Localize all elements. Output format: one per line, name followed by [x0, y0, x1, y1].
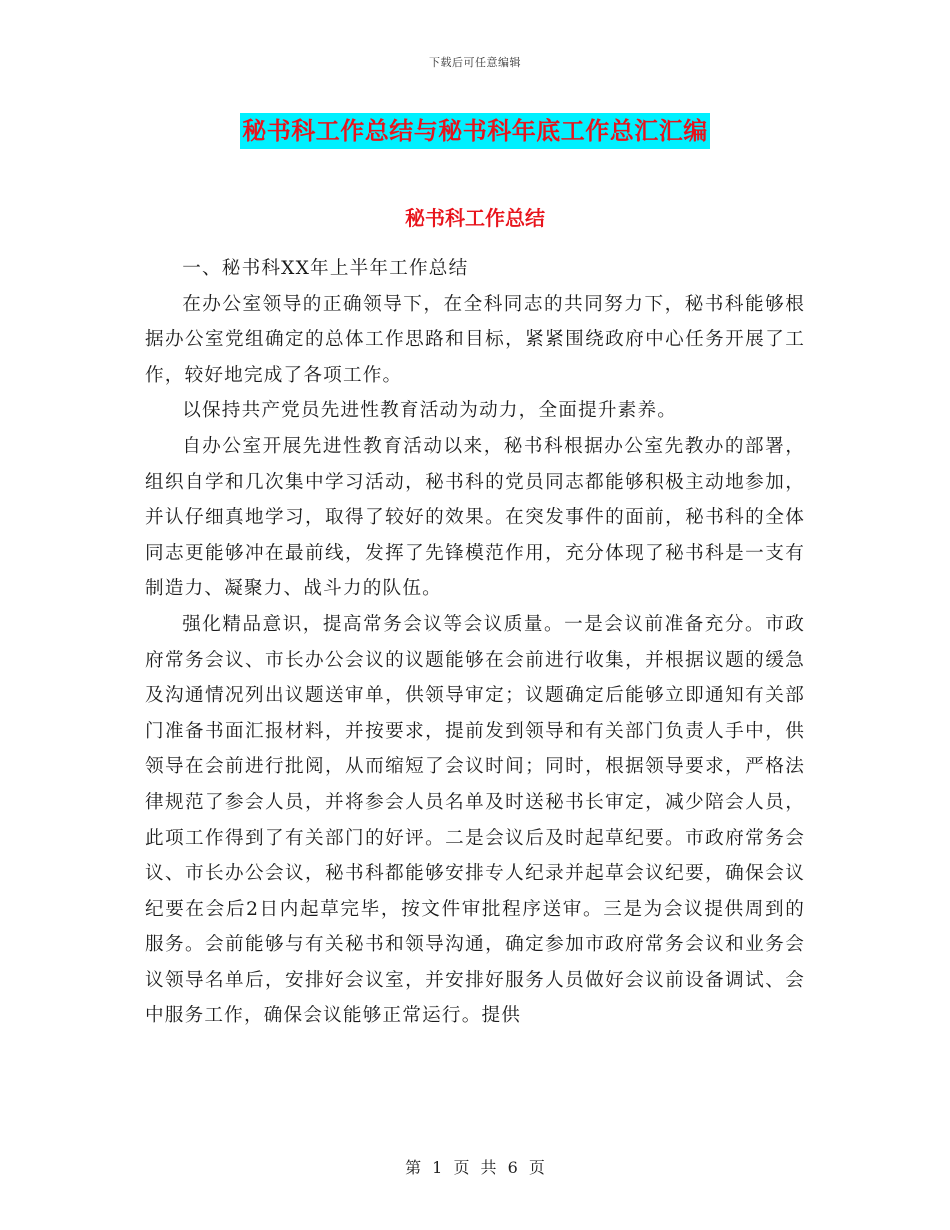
header-note: 下载后可任意编辑: [429, 56, 521, 69]
section-title: 秘书科工作总结: [405, 206, 545, 230]
paragraph: 在办公室领导的正确领导下，在全科同志的共同努力下，秘书科能够根据办公室党组确定的总体工作思路和目标，紧紧围绕政府中心任务开展了工作，较好地完成了各项工作。: [145, 293, 805, 386]
paragraph: 自办公室开展先进性教育活动以来，秘书科根据办公室先教办的部署，组织自学和几次集中学习活动，秘书科的党员同志都能够积极主动地参加，并认仔细真地学习，取得了较好的效果。在突发事件的面前，秘书科的全体同志更能够冲在最前线，发挥了先锋模范作用，充分体现了秘书科是一支有制造力、凝聚力、战斗力的队伍。: [145, 435, 805, 600]
document-body: [145, 251, 805, 1034]
document-title: 秘书科工作总结与秘书科年底工作总汇汇编: [240, 113, 710, 149]
paragraph-heading: 一、秘书科XX年上半年工作总结: [182, 258, 469, 279]
document-title-container: [0, 113, 950, 149]
paragraph: 以保持共产党员先进性教育活动为动力，全面提升素养。: [182, 400, 678, 422]
page-footer: 第 1 页 共 6 页: [405, 1158, 545, 1177]
paragraph: 强化精品意识，提高常务会议等会议质量。一是会议前准备充分。市政府常务会议、市长办公会议的议题能够在会前进行收集，并根据议题的缓急及沟通情况列出议题送审单，供领导审定；议题确定后能够立即通知有关部门准备书面汇报材料，并按要求，提前发到领导和有关部门负责人手中，供领导在会前进行批阅，从而缩短了会议时间；同时，根据领导要求，严格法律规范了参会人员，并将参会人员名单及时送秘书长审定，减少陪会人员，此项工作得到了有关部门的好评。二是会议后及时起草纪要。市政府常务会议、市长办公会议，秘书科都能够安排专人纪录并起草会议纪要，确保会议纪要在会后2日内起草完毕，按文件审批程序送审。三是为会议提供周到的服务。会前能够与有关秘书和领导沟通，确定参加市政府常务会议和业务会议领导名单后，安排好会议室，并安排好服务人员做好会议前设备调试、会中服务工作，确保会议能够正常运行。提供: [145, 613, 805, 1027]
